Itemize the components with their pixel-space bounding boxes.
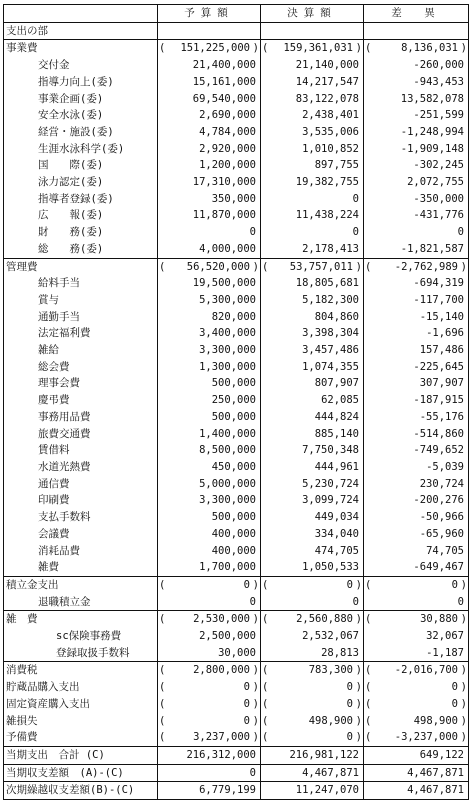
total-budget: 216,312,000	[158, 746, 261, 764]
table-row	[4, 492, 469, 509]
table-row	[4, 241, 469, 258]
table-row	[4, 576, 469, 593]
total-actual: 216,981,122	[261, 746, 364, 764]
row-label: 交付金	[4, 57, 158, 74]
row-label: 泳力認定(委)	[4, 174, 158, 191]
row-budget: ( 2,800,000 )	[158, 662, 261, 679]
row-label: 総会費	[4, 359, 158, 376]
row-actual: 897,755	[261, 157, 364, 174]
row-diff: 157,486	[364, 342, 469, 359]
row-label: 広 報(委)	[4, 207, 158, 224]
row-diff: 230,724	[364, 476, 469, 493]
row-diff: ( 498,900 )	[364, 713, 469, 730]
row-diff: -694,319	[364, 275, 469, 292]
table-row	[4, 342, 469, 359]
table-row	[4, 662, 469, 679]
row-label: 印刷費	[4, 492, 158, 509]
row-budget: ( 2,530,000 )	[158, 611, 261, 628]
table-row	[4, 359, 469, 376]
row-actual: 5,230,724	[261, 476, 364, 493]
row-budget: 400,000	[158, 543, 261, 560]
row-actual: 885,140	[261, 426, 364, 443]
row-label: 国 際(委)	[4, 157, 158, 174]
row-actual: 2,438,401	[261, 107, 364, 124]
row-budget: 500,000	[158, 375, 261, 392]
table-row	[4, 124, 469, 141]
row-budget: 11,870,000	[158, 207, 261, 224]
row-actual: 14,217,547	[261, 74, 364, 91]
row-label: 指導力向上(委)	[4, 74, 158, 91]
row-actual	[261, 22, 364, 40]
total-diff: 4,467,871	[364, 764, 469, 782]
row-label: 理事会費	[4, 375, 158, 392]
row-label: 賃借料	[4, 442, 158, 459]
row-budget: 8,500,000	[158, 442, 261, 459]
row-diff: ( -2,016,700 )	[364, 662, 469, 679]
row-budget: 2,920,000	[158, 141, 261, 158]
table-row	[4, 74, 469, 91]
table-row	[4, 309, 469, 326]
row-actual: 83,122,078	[261, 91, 364, 108]
total-label: 当期収支差額 (A)-(C)	[4, 764, 158, 782]
row-label: sc保険事務費	[4, 628, 158, 645]
row-budget: 5,000,000	[158, 476, 261, 493]
total-budget: 6,779,199	[158, 782, 261, 800]
row-actual: 21,140,000	[261, 57, 364, 74]
table-row	[4, 679, 469, 696]
row-budget: 2,690,000	[158, 107, 261, 124]
table-row	[4, 191, 469, 208]
table-row	[4, 696, 469, 713]
row-label: 支出の部	[4, 22, 158, 40]
header-budget: 予算額	[158, 5, 261, 23]
total-rows	[4, 746, 469, 799]
table-row	[4, 392, 469, 409]
row-label: 経営・施設(委)	[4, 124, 158, 141]
row-diff	[364, 22, 469, 40]
row-actual: ( 498,900 )	[261, 713, 364, 730]
total-label: 次期繰越収支差額(B)-(C)	[4, 782, 158, 800]
row-diff: 0	[364, 594, 469, 611]
row-actual: 334,040	[261, 526, 364, 543]
row-budget: 820,000	[158, 309, 261, 326]
row-actual: 444,824	[261, 409, 364, 426]
row-actual: 3,099,724	[261, 492, 364, 509]
row-actual: 7,750,348	[261, 442, 364, 459]
row-diff: -251,599	[364, 107, 469, 124]
table-row	[4, 611, 469, 628]
row-budget: 1,700,000	[158, 559, 261, 576]
row-diff: -649,467	[364, 559, 469, 576]
row-diff: -943,453	[364, 74, 469, 91]
row-budget: ( 0 )	[158, 696, 261, 713]
row-label: 消耗品費	[4, 543, 158, 560]
row-budget: 21,400,000	[158, 57, 261, 74]
row-diff: 74,705	[364, 543, 469, 560]
row-label: 貯蔵品購入支出	[4, 679, 158, 696]
row-label: 雑給	[4, 342, 158, 359]
row-budget: 0	[158, 224, 261, 241]
row-diff: 13,582,078	[364, 91, 469, 108]
row-actual: 19,382,755	[261, 174, 364, 191]
row-budget: 15,161,000	[158, 74, 261, 91]
expenditure-table	[3, 4, 469, 800]
table-row	[4, 40, 469, 57]
row-diff: 2,072,755	[364, 174, 469, 191]
row-actual: 444,961	[261, 459, 364, 476]
total-budget: 0	[158, 764, 261, 782]
row-actual: 1,010,852	[261, 141, 364, 158]
total-actual: 11,247,070	[261, 782, 364, 800]
row-label: 消費税	[4, 662, 158, 679]
row-label: 生涯水泳科学(委)	[4, 141, 158, 158]
row-budget: 1,400,000	[158, 426, 261, 443]
row-diff: ( 0 )	[364, 679, 469, 696]
table-row	[4, 207, 469, 224]
row-actual: 807,907	[261, 375, 364, 392]
row-label: 指導者登録(委)	[4, 191, 158, 208]
row-budget	[158, 22, 261, 40]
row-actual: ( 0 )	[261, 576, 364, 593]
table-row	[4, 22, 469, 40]
row-budget: ( 3,237,000 )	[158, 729, 261, 746]
row-label: 管理費	[4, 258, 158, 275]
row-budget: 500,000	[158, 509, 261, 526]
row-budget: 69,540,000	[158, 91, 261, 108]
row-diff: -514,860	[364, 426, 469, 443]
row-label: 会議費	[4, 526, 158, 543]
row-diff: -1,696	[364, 325, 469, 342]
row-diff: -15,140	[364, 309, 469, 326]
row-actual: 1,074,355	[261, 359, 364, 376]
table-row	[4, 559, 469, 576]
row-budget: ( 151,225,000 )	[158, 40, 261, 57]
header-actual: 決算額	[261, 5, 364, 23]
row-actual: 449,034	[261, 509, 364, 526]
table-row	[4, 141, 469, 158]
row-label: 慶弔費	[4, 392, 158, 409]
row-budget: 1,300,000	[158, 359, 261, 376]
row-label: 事務用品費	[4, 409, 158, 426]
table-row	[4, 258, 469, 275]
row-actual: 0	[261, 594, 364, 611]
table-row	[4, 594, 469, 611]
row-actual: 11,438,224	[261, 207, 364, 224]
row-diff: -65,960	[364, 526, 469, 543]
row-actual: ( 783,300 )	[261, 662, 364, 679]
table-row	[4, 426, 469, 443]
row-budget: 450,000	[158, 459, 261, 476]
table-row	[4, 275, 469, 292]
row-budget: 4,784,000	[158, 124, 261, 141]
row-budget: ( 0 )	[158, 713, 261, 730]
table-row	[4, 325, 469, 342]
row-diff: -1,821,587	[364, 241, 469, 258]
row-label: 雑費	[4, 559, 158, 576]
row-budget: 400,000	[158, 526, 261, 543]
row-actual: ( 0 )	[261, 696, 364, 713]
row-actual: 804,860	[261, 309, 364, 326]
table-row	[4, 157, 469, 174]
row-diff: ( -2,762,989 )	[364, 258, 469, 275]
header-item	[4, 5, 158, 23]
row-actual: 474,705	[261, 543, 364, 560]
row-diff: -187,915	[364, 392, 469, 409]
table-row	[4, 543, 469, 560]
row-actual: 5,182,300	[261, 292, 364, 309]
table-row	[4, 174, 469, 191]
table-row	[4, 91, 469, 108]
row-actual: 3,398,304	[261, 325, 364, 342]
row-diff: -302,245	[364, 157, 469, 174]
row-budget: 1,200,000	[158, 157, 261, 174]
row-diff: -200,276	[364, 492, 469, 509]
row-budget: 350,000	[158, 191, 261, 208]
row-actual: 0	[261, 191, 364, 208]
row-actual: 18,805,681	[261, 275, 364, 292]
row-actual: 62,085	[261, 392, 364, 409]
row-budget: 0	[158, 594, 261, 611]
row-diff: -50,966	[364, 509, 469, 526]
row-budget: 19,500,000	[158, 275, 261, 292]
row-diff: -431,776	[364, 207, 469, 224]
row-diff: ( 8,136,031 )	[364, 40, 469, 57]
row-actual: ( 2,560,880 )	[261, 611, 364, 628]
row-label: 通信費	[4, 476, 158, 493]
row-label: 登録取扱手数料	[4, 645, 158, 662]
table-row	[4, 442, 469, 459]
row-label: 財 務(委)	[4, 224, 158, 241]
table-row	[4, 292, 469, 309]
row-label: 事業企画(委)	[4, 91, 158, 108]
table-row	[4, 476, 469, 493]
row-budget: 3,300,000	[158, 342, 261, 359]
table-row	[4, 375, 469, 392]
row-budget: 30,000	[158, 645, 261, 662]
row-label: 積立金支出	[4, 576, 158, 593]
total-diff: 649,122	[364, 746, 469, 764]
row-diff: -5,039	[364, 459, 469, 476]
row-label: 雑損失	[4, 713, 158, 730]
row-budget: 250,000	[158, 392, 261, 409]
row-actual: 3,535,006	[261, 124, 364, 141]
row-diff: -1,187	[364, 645, 469, 662]
table-row	[4, 628, 469, 645]
row-diff: -749,652	[364, 442, 469, 459]
header-diff: 差 異	[364, 5, 469, 23]
row-actual: ( 0 )	[261, 679, 364, 696]
table-row	[4, 645, 469, 662]
table-row	[4, 57, 469, 74]
row-actual: 28,813	[261, 645, 364, 662]
row-budget: 500,000	[158, 409, 261, 426]
row-budget: 3,400,000	[158, 325, 261, 342]
row-budget: 3,300,000	[158, 492, 261, 509]
row-label: 法定福利費	[4, 325, 158, 342]
row-diff: -260,000	[364, 57, 469, 74]
row-diff: -350,000	[364, 191, 469, 208]
row-budget: 17,310,000	[158, 174, 261, 191]
row-budget: ( 0 )	[158, 576, 261, 593]
table-row	[4, 409, 469, 426]
row-diff: 32,067	[364, 628, 469, 645]
expenditure-rows	[4, 22, 469, 746]
row-diff: ( -3,237,000 )	[364, 729, 469, 746]
row-actual: ( 159,361,031 )	[261, 40, 364, 57]
total-row	[4, 782, 469, 800]
row-budget: 5,300,000	[158, 292, 261, 309]
table-row	[4, 526, 469, 543]
row-actual: 2,178,413	[261, 241, 364, 258]
total-row	[4, 746, 469, 764]
table-row	[4, 107, 469, 124]
row-label: 固定資産購入支出	[4, 696, 158, 713]
row-label: 水道光熱費	[4, 459, 158, 476]
total-actual: 4,467,871	[261, 764, 364, 782]
row-diff: ( 30,880 )	[364, 611, 469, 628]
row-actual: 2,532,067	[261, 628, 364, 645]
row-diff: -225,645	[364, 359, 469, 376]
row-label: 通勤手当	[4, 309, 158, 326]
row-actual: 0	[261, 224, 364, 241]
row-label: 総 務(委)	[4, 241, 158, 258]
row-diff: -55,176	[364, 409, 469, 426]
row-budget: ( 0 )	[158, 679, 261, 696]
row-label: 支払手数料	[4, 509, 158, 526]
row-budget: 4,000,000	[158, 241, 261, 258]
total-diff: 4,467,871	[364, 782, 469, 800]
row-label: 雑 費	[4, 611, 158, 628]
row-diff: -117,700	[364, 292, 469, 309]
row-label: 退職積立金	[4, 594, 158, 611]
row-diff: 307,907	[364, 375, 469, 392]
row-actual: ( 0 )	[261, 729, 364, 746]
row-actual: 3,457,486	[261, 342, 364, 359]
row-label: 旅費交通費	[4, 426, 158, 443]
row-label: 予備費	[4, 729, 158, 746]
row-diff: ( 0 )	[364, 696, 469, 713]
table-row	[4, 459, 469, 476]
row-label: 給料手当	[4, 275, 158, 292]
table-row	[4, 713, 469, 730]
table-row	[4, 729, 469, 746]
row-label: 安全水泳(委)	[4, 107, 158, 124]
total-label: 当期支出 合計 (C)	[4, 746, 158, 764]
total-row	[4, 764, 469, 782]
table-row	[4, 509, 469, 526]
row-actual: 1,050,533	[261, 559, 364, 576]
row-budget: 2,500,000	[158, 628, 261, 645]
row-diff: -1,248,994	[364, 124, 469, 141]
budget-statement-sheet	[3, 4, 468, 797]
row-label: 賞与	[4, 292, 158, 309]
row-diff: 0	[364, 224, 469, 241]
row-label: 事業費	[4, 40, 158, 57]
row-budget: ( 56,520,000 )	[158, 258, 261, 275]
row-diff: ( 0 )	[364, 576, 469, 593]
row-diff: -1,909,148	[364, 141, 469, 158]
table-row	[4, 224, 469, 241]
header-row	[4, 5, 469, 23]
row-actual: ( 53,757,011 )	[261, 258, 364, 275]
